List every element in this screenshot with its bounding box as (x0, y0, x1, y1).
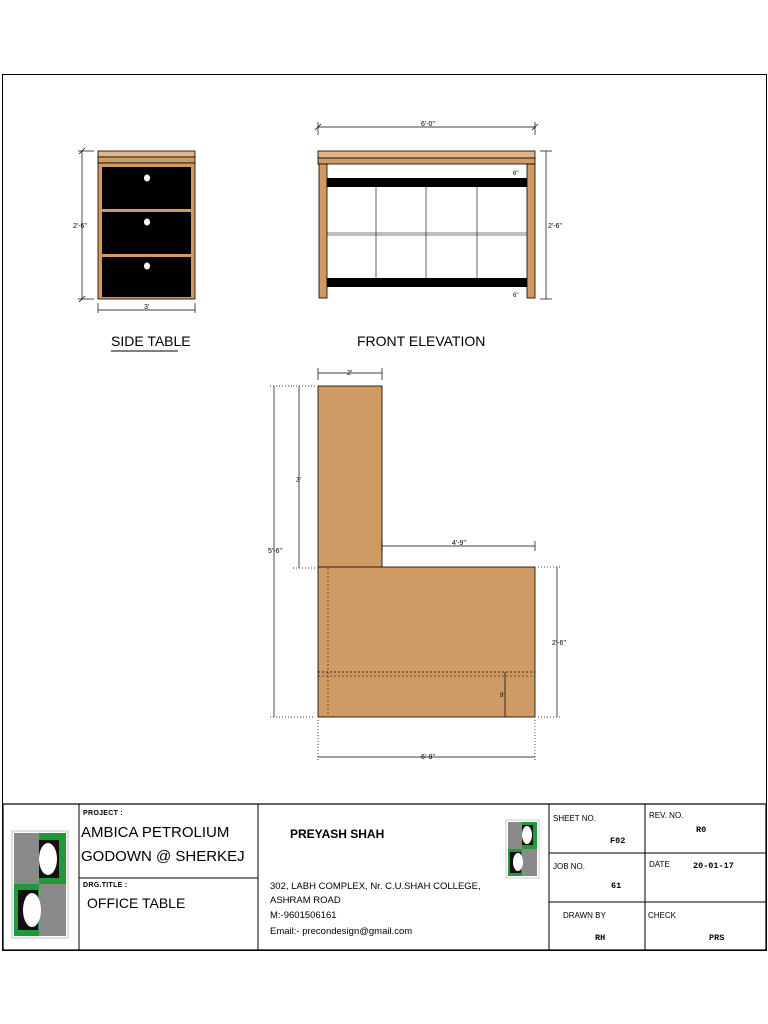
company-logo-left (12, 831, 68, 938)
check-label: CHECK (648, 911, 677, 920)
front-right-leg (527, 164, 535, 298)
drawer-knob (144, 175, 150, 182)
email-address: Email:- precondesign@gmail.com (270, 926, 413, 937)
front-lower-rail (327, 278, 527, 287)
check-value: PRS (709, 933, 725, 943)
sheet-no-label: SHEET NO. (553, 814, 596, 823)
front-top (318, 151, 535, 158)
side-table-caption: SIDE TABLE (111, 333, 191, 349)
plan-top-width-label: 2' (347, 370, 353, 377)
drawer-knob (144, 263, 150, 270)
rev-no-label: REV. NO. (649, 811, 684, 820)
plan-bottom-width-label: 6'-9" (421, 754, 435, 761)
company-logo-right (506, 820, 539, 878)
drawer-knob (144, 219, 150, 226)
address-line1: 302, LABH COMPLEX, Nr. C.U.SHAH COLLEGE, (270, 881, 481, 892)
plan-small-label: 9" (500, 693, 506, 699)
side-table-top (98, 151, 195, 157)
plan-return-width-label: 4'-9" (452, 540, 466, 547)
job-no-label: JOB NO. (553, 862, 586, 871)
side-table-height-label: 2'-6" (73, 223, 87, 230)
drawn-by-label: DRAWN BY (563, 911, 606, 920)
side-table-drawer (102, 167, 191, 209)
project-name-line1: AMBICA PETROLIUM (81, 824, 230, 841)
side-table-top-band (98, 157, 195, 163)
project-label: PROJECT : (83, 810, 124, 817)
plan-upper-height-label: 3' (296, 477, 302, 484)
front-height-label: 2'-6" (548, 223, 562, 230)
plan-return-top (318, 386, 382, 568)
drawn-by-value: RH (595, 933, 606, 943)
date-value: 20-01-17 (693, 861, 734, 871)
front-width-label: 6'-0" (421, 121, 435, 128)
plan-total-height-label: 5'-6" (268, 548, 282, 555)
front-top-band (318, 158, 535, 164)
sheet-no-value: F02 (610, 836, 626, 846)
mobile-number: M:-9601506161 (270, 910, 337, 921)
firm-name: PREYASH SHAH (290, 827, 385, 841)
drawing-title: OFFICE TABLE (87, 895, 186, 911)
plan-desk-depth-label: 2'-6" (552, 640, 566, 647)
address-line2: ASHRAM ROAD (270, 895, 341, 906)
project-name-line2: GODOWN @ SHERKEJ (81, 848, 245, 865)
side-table-width-label: 3' (144, 304, 150, 311)
front-elevation-caption: FRONT ELEVATION (357, 333, 486, 349)
drawing-title-label: DRG.TITLE : (83, 882, 128, 889)
front-left-leg (319, 164, 327, 298)
front-upper-rail (327, 178, 527, 187)
front-top-small-label: 6" (513, 171, 519, 177)
date-label: DATE (649, 860, 670, 869)
rev-no-value: R0 (696, 825, 707, 835)
front-bottom-small-label: 6" (513, 293, 519, 299)
job-no-value: 61 (611, 881, 622, 891)
side-table-drawer (102, 212, 191, 254)
